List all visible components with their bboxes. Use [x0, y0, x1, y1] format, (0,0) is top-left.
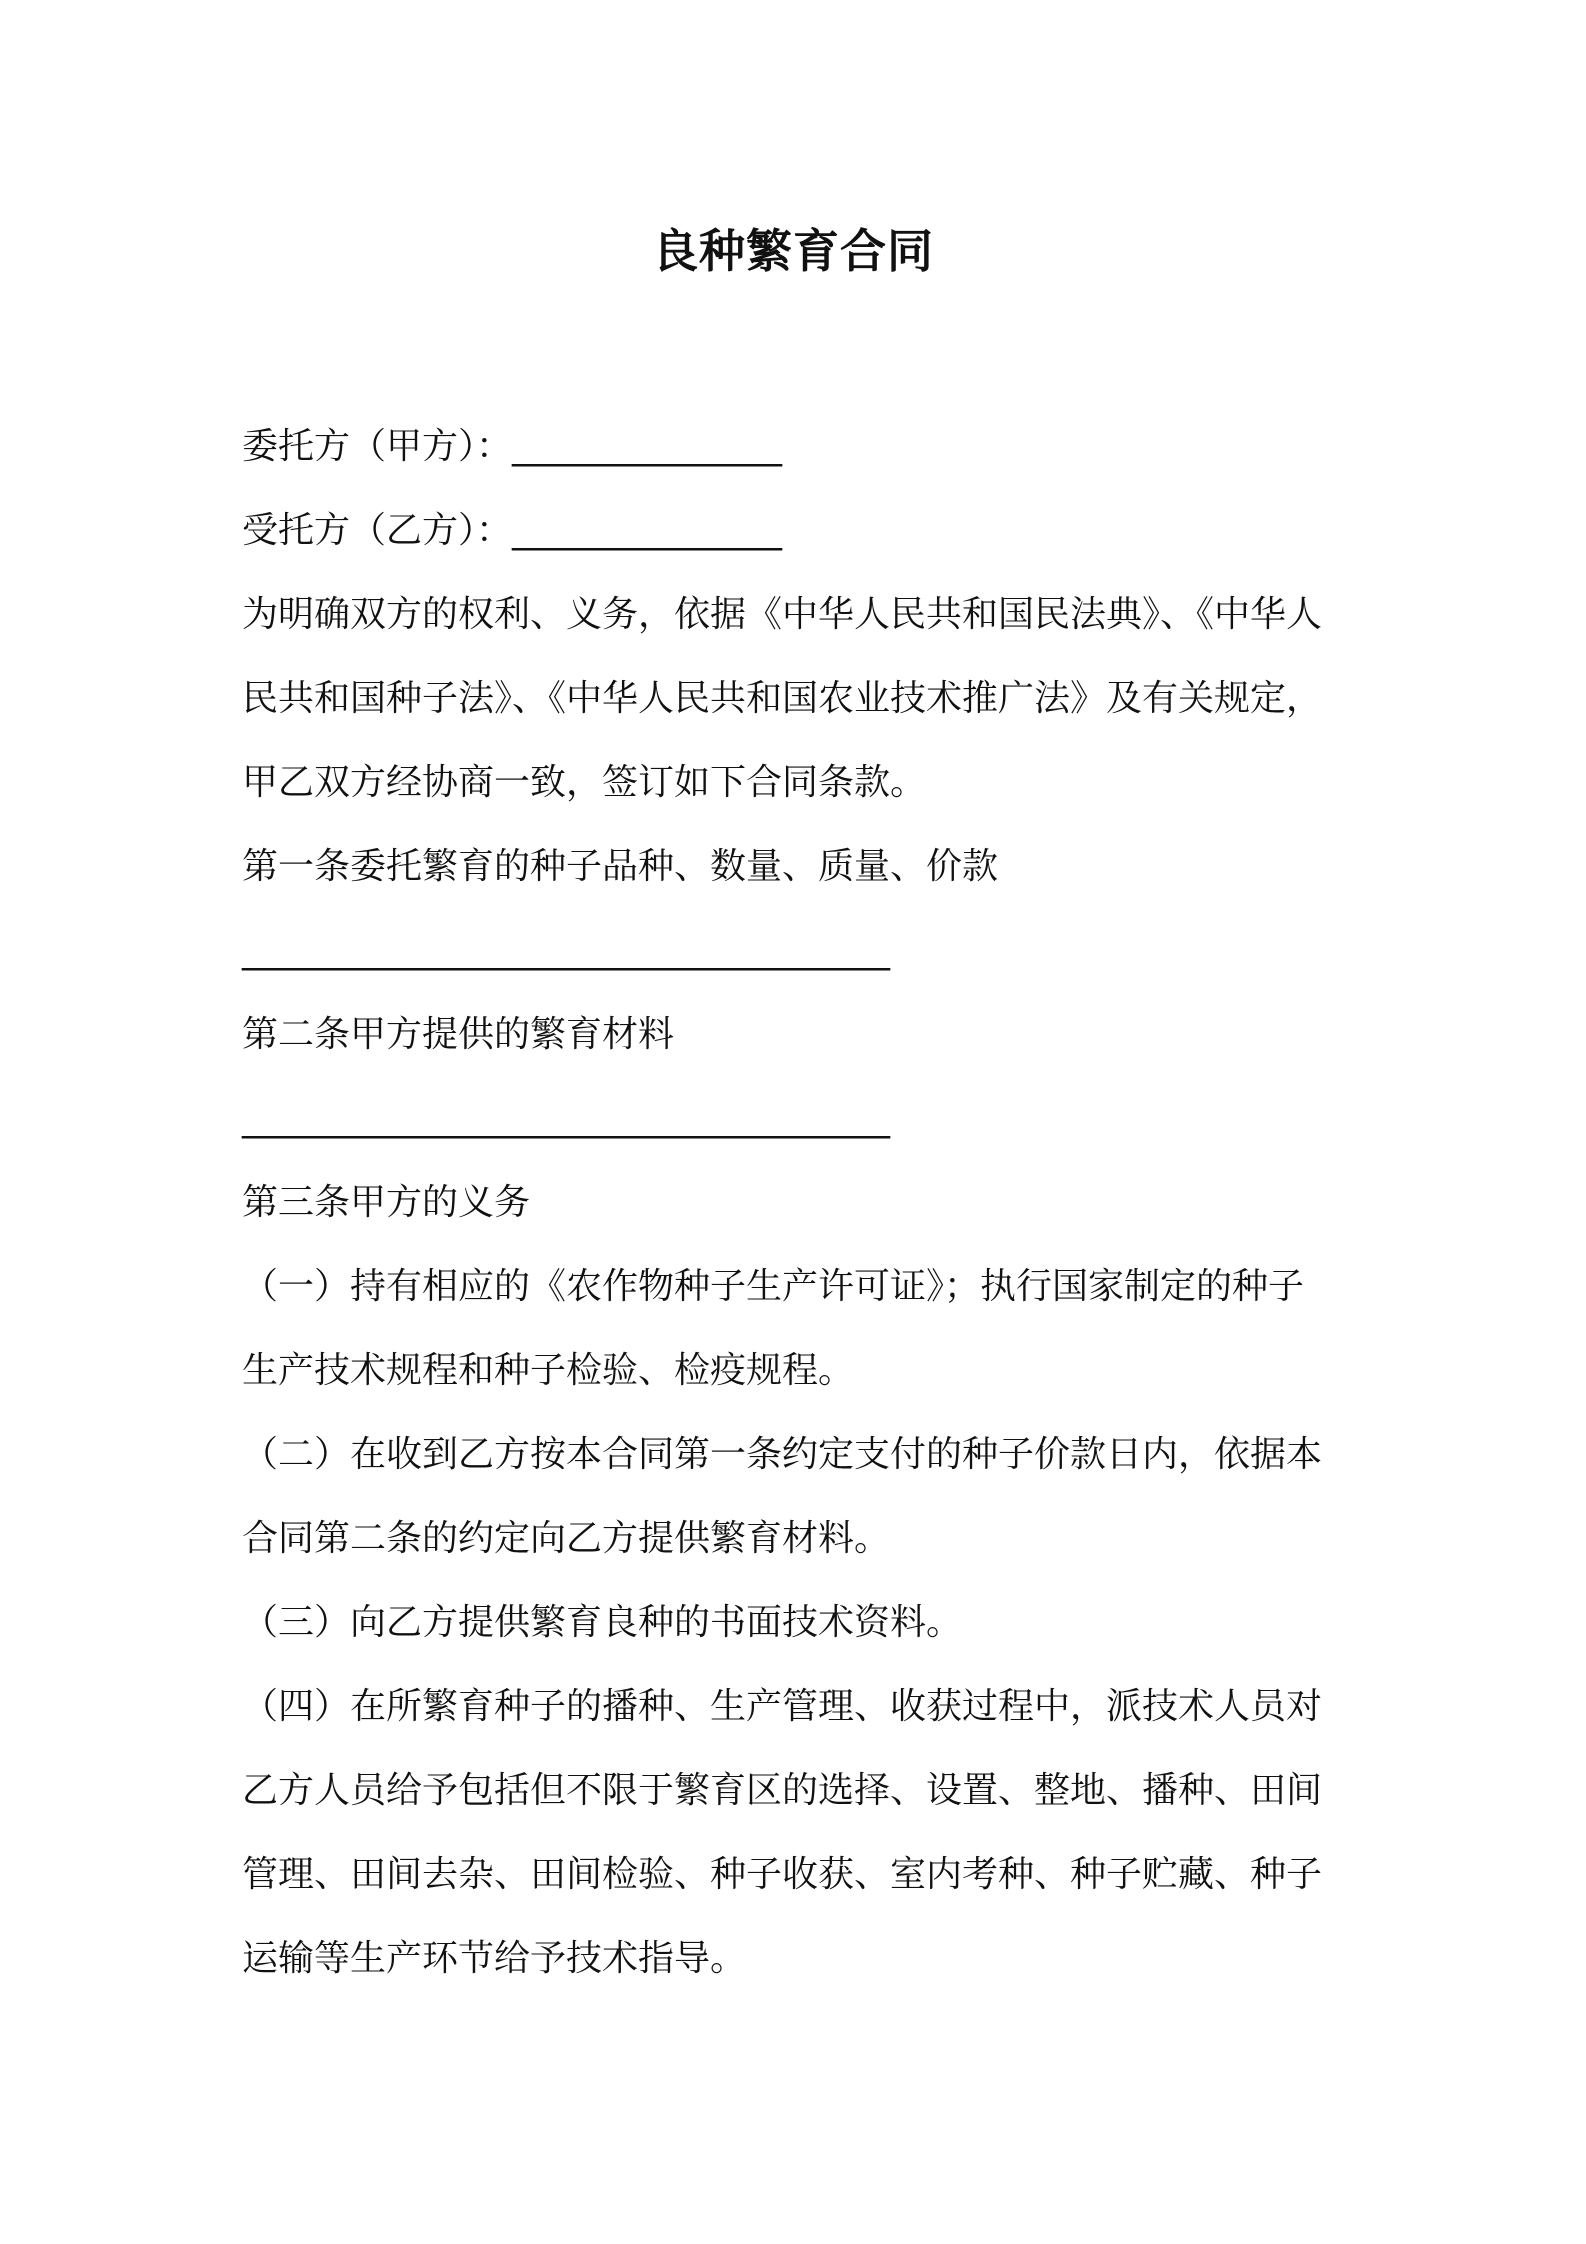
clause-line: 生产技术规程和种子检验、检疫规程。 [242, 1350, 855, 1391]
document-title: 良种繁育合同 [652, 224, 934, 278]
article-2-heading: 第二条甲方提供的繁育材料 [242, 1014, 675, 1055]
preamble-line: 为明确双方的权利、义务，依据《中华人民共和国民法典》、《中华人 [242, 594, 1323, 635]
clause-line: （二）在收到乙方按本合同第一条约定支付的种子价款日内，依据本 [242, 1434, 1323, 1475]
article-1-heading: 第一条委托繁育的种子品种、数量、质量、价款 [242, 846, 999, 887]
clause-line: 管理、田间去杂、田间检验、种子收获、室内考种、种子贮藏、种子 [242, 1854, 1323, 1895]
preamble-line: 甲乙双方经协商一致，签订如下合同条款。 [242, 762, 927, 803]
article-1-blank: ____________________________________ [242, 930, 890, 971]
party-a-line: 委托方（甲方）：_______________ [242, 426, 783, 467]
document-body [242, 405, 1352, 2001]
clause-line: 合同第二条的约定向乙方提供繁育材料。 [242, 1518, 891, 1559]
clause-line: 乙方人员给予包括但不限于繁育区的选择、设置、整地、播种、田间 [242, 1770, 1323, 1811]
article-3-heading: 第三条甲方的义务 [242, 1182, 531, 1223]
clause-line: （四）在所繁育种子的播种、生产管理、收获过程中，派技术人员对 [242, 1686, 1323, 1727]
clause-line: （一）持有相应的《农作物种子生产许可证》；执行国家制定的种子 [242, 1266, 1305, 1307]
clause-line: 运输等生产环节给予技术指导。 [242, 1938, 747, 1979]
preamble-line: 民共和国种子法》、《中华人民共和国农业技术推广法》及有关规定， [242, 678, 1323, 719]
party-b-line: 受托方（乙方）：_______________ [242, 510, 783, 551]
article-2-blank: ____________________________________ [242, 1098, 890, 1139]
clause-line: （三）向乙方提供繁育良种的书面技术资料。 [242, 1602, 963, 1643]
